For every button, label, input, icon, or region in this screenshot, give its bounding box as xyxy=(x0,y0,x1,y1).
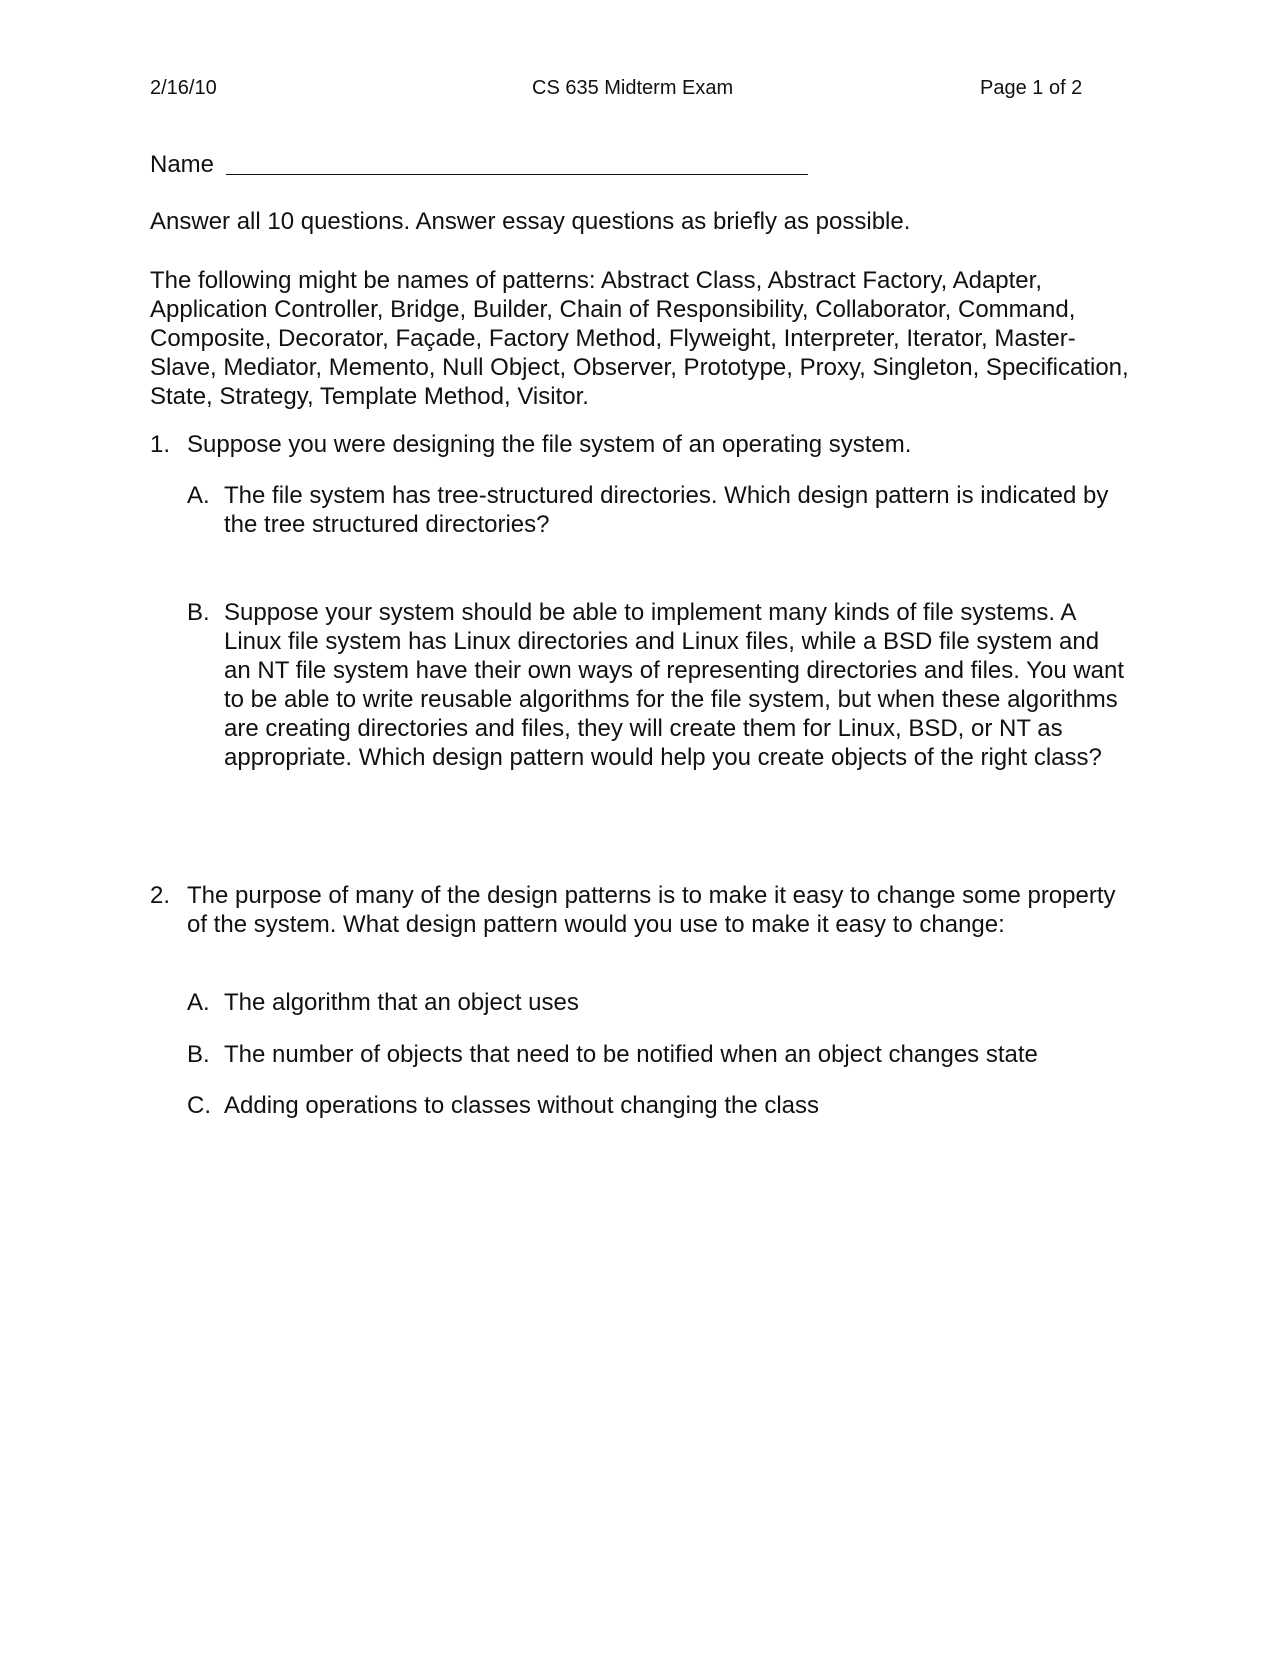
question-1-part-b xyxy=(187,598,1127,772)
header-date: 2/16/10 xyxy=(150,77,217,99)
part-text: The algorithm that an object uses xyxy=(224,989,579,1016)
instructions: Answer all 10 questions. Answer essay questions as briefly as possible. xyxy=(150,208,911,235)
part-letter: A. xyxy=(187,989,210,1016)
part-letter: C. xyxy=(187,1092,211,1119)
name-label: Name xyxy=(150,151,215,178)
part-text: Adding operations to classes without changing the class xyxy=(224,1092,820,1119)
question-text: The purpose of many of the design patterns is to make it easy to change some property of the system. What design pattern would you use to make it easy to change: xyxy=(187,882,1116,938)
pattern-list: The following might be names of patterns: Abstract Class, Abstract Factory, Adapter, Application Controller, Bridge, Builder, Chain of Responsibility, Collaborator, Command, Composite, Decorator, Façade, Factory Method, Flyweight, Interpreter, Iterator, Master-Slave, Mediator, Memento, Null Object, Observer, Prototype, Proxy, Singleton, Specification, State, Strategy, Template Method, Visitor. xyxy=(150,267,1129,410)
part-text: Suppose your system should be able to implement many kinds of file systems. A Linux file system has Linux directories and Linux files, while a BSD file system and an NT file system have their own ways of representing directories and files. You want to be able to write reusable algorithms for the file system, but when these algorithms are creating directories and files, they will create them for Linux, BSD, or NT as appropriate. Which design pattern would help you create objects of the right class? xyxy=(224,599,1125,771)
question-1-part-a xyxy=(187,481,1127,539)
name-blank-line xyxy=(226,174,808,175)
question-2-part-a xyxy=(187,988,1127,1017)
question-text: Suppose you were designing the file system of an operating system. xyxy=(187,431,912,458)
part-letter: A. xyxy=(187,482,210,509)
header-page-indicator: Page 1 of 2 xyxy=(980,77,1083,99)
part-letter: B. xyxy=(187,599,210,626)
question-2-part-c xyxy=(187,1091,1127,1120)
question-2 xyxy=(150,881,1130,939)
header-title: CS 635 Midterm Exam xyxy=(532,77,734,99)
part-letter: B. xyxy=(187,1041,210,1068)
part-text: The file system has tree-structured directories. Which design pattern is indicated by the tree structured directories? xyxy=(224,482,1109,538)
part-text: The number of objects that need to be notified when an object changes state xyxy=(224,1041,1038,1068)
question-number: 2. xyxy=(150,882,171,909)
question-2-part-b xyxy=(187,1040,1127,1069)
question-1 xyxy=(150,430,1130,459)
question-number: 1. xyxy=(150,431,171,458)
